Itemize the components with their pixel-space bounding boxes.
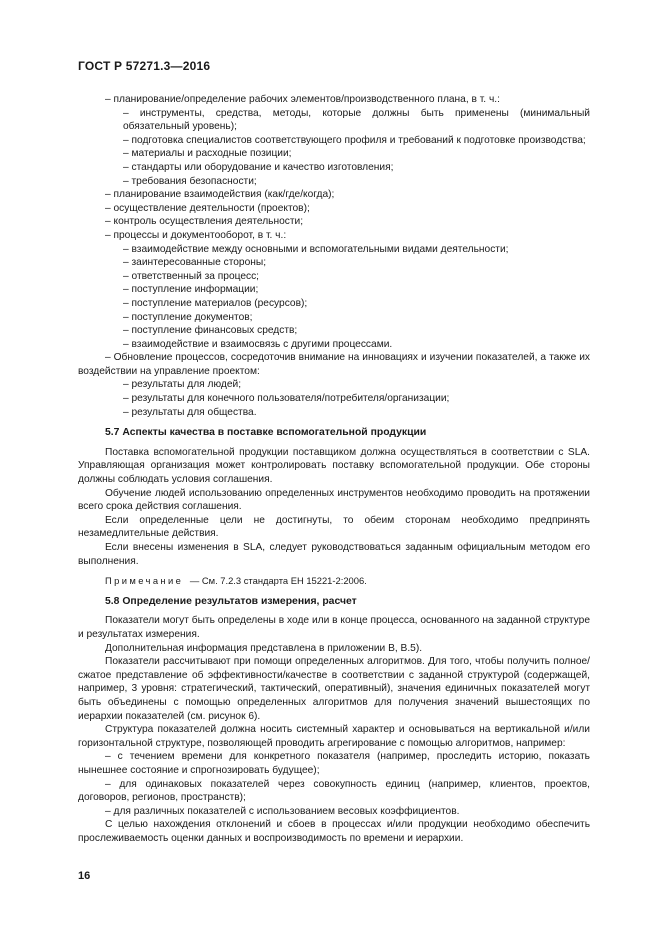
- list-item: – для различных показателей с использованием весовых коэффициентов.: [105, 805, 460, 817]
- note-label: Примечание: [105, 575, 184, 587]
- list-item: – результаты для общества.: [123, 406, 257, 418]
- list-item: – для одинаковых показателей через совокупность единиц (например, клиентов, проектов, договоров, регионов, пространств);: [78, 778, 590, 804]
- list-item: – процессы и документооборот, в т. ч.:: [105, 229, 287, 241]
- paragraph: Обучение людей использованию определенных инструментов необходимо проводить на протяжении всего срока действия соглашения.: [78, 487, 590, 513]
- list-item: – ответственный за процесс;: [123, 270, 260, 282]
- list-item: – материалы и расходные позиции;: [123, 148, 292, 160]
- list-item: – планирование взаимодействия (как/где/когда);: [105, 189, 335, 201]
- list-item: – заинтересованные стороны;: [123, 257, 267, 269]
- paragraph: Дополнительная информация представлена в приложении В, В.5).: [105, 642, 423, 654]
- list-item: – взаимодействие между основными и вспомогательными видами деятельности;: [123, 243, 509, 255]
- paragraph: Если определенные цели не достигнуты, то обеим сторонам необходимо предпринять незамедлительные действия.: [78, 514, 590, 540]
- list-item: – поступление информации;: [123, 284, 259, 296]
- page-number: 16: [78, 870, 91, 882]
- list-item: – планирование/определение рабочих элементов/производственного плана, в т. ч.:: [105, 94, 500, 105]
- list-item: – поступление финансовых средств;: [123, 325, 298, 337]
- paragraph: – Обновление процессов, сосредоточив внимание на инновациях и изучении показателей, а также их воздействии на управление проектом:: [78, 352, 590, 377]
- list-item: – требования безопасности;: [123, 175, 257, 187]
- paragraph: С целью нахождения отклонений и сбоев в процессах и/или продукции необходимо обеспечить прослеживаемость оценки данных и воспроизводимость по времени и иерархии.: [78, 819, 590, 844]
- list-item: – поступление документов;: [123, 311, 253, 323]
- list-item: – взаимодействие и взаимосвязь с другими процессами.: [123, 338, 393, 350]
- list-item: – инструменты, средства, методы, которые должны быть применены (минимальный обязательный уровень);: [123, 107, 590, 133]
- list-item: – стандарты или оборудование и качество изготовления;: [123, 161, 394, 173]
- paragraph: Поставка вспомогательной продукции поставщиком должна осуществляться в соответствии с SLA. Управляющая организация может контролировать поставку вспомогательной продукции. Обе стороны должны соблюдать условия соглашения.: [78, 446, 590, 486]
- list-item: – подготовка специалистов соответствующего профиля и требований к подготовке производства;: [123, 134, 586, 146]
- list-item: – результаты для людей;: [123, 379, 242, 391]
- paragraph: Показатели рассчитывают при помощи определенных алгоритмов. Для того, чтобы получить полное/сжатое представление об эффективности/качестве в соответствии с заданной структурой (содержащей, например, 3 уровня: стратегический, тактический, оперативный), значения единичных показателей могут быть объединены с помощью определенных алгоритмов для получения значений вышестоящих по иерархии показателей (см. рисунок 6).: [78, 656, 590, 722]
- note: [78, 574, 590, 588]
- paragraph: Если внесены изменения в SLA, следует руководствоваться заданным официальным методом его выполнения.: [78, 542, 590, 567]
- paragraph: Структура показателей должна носить системный характер и основываться на вертикальной и/или горизонтальной структуре, позволяющей проводить агрегирование с помощью алгоритмов, например:: [78, 724, 590, 749]
- list-item: – поступление материалов (ресурсов);: [123, 297, 308, 309]
- document-header: ГОСТ Р 57271.3—2016: [78, 59, 211, 73]
- note-text: — См. 7.2.3 стандарта ЕН 15221-2:2006.: [189, 575, 367, 587]
- list-item: – с течением времени для конкретного показателя (например, проследить историю, показать нынешнее состояние и спрогнозировать будущее);: [78, 751, 590, 776]
- section-heading: 5.8 Определение результатов измерения, расчет: [105, 595, 357, 607]
- list-item: – осуществление деятельности (проектов);: [105, 202, 310, 214]
- section-heading: 5.7 Аспекты качества в поставке вспомогательной продукции: [105, 427, 427, 439]
- list-item: – контроль осуществления деятельности;: [105, 216, 304, 228]
- paragraph: Показатели могут быть определены в ходе или в конце процесса, основанного на заданной структуре и результатах измерения.: [78, 615, 590, 640]
- list-item: – результаты для конечного пользователя/потребителя/организации;: [123, 393, 450, 405]
- page-body: [78, 93, 590, 845]
